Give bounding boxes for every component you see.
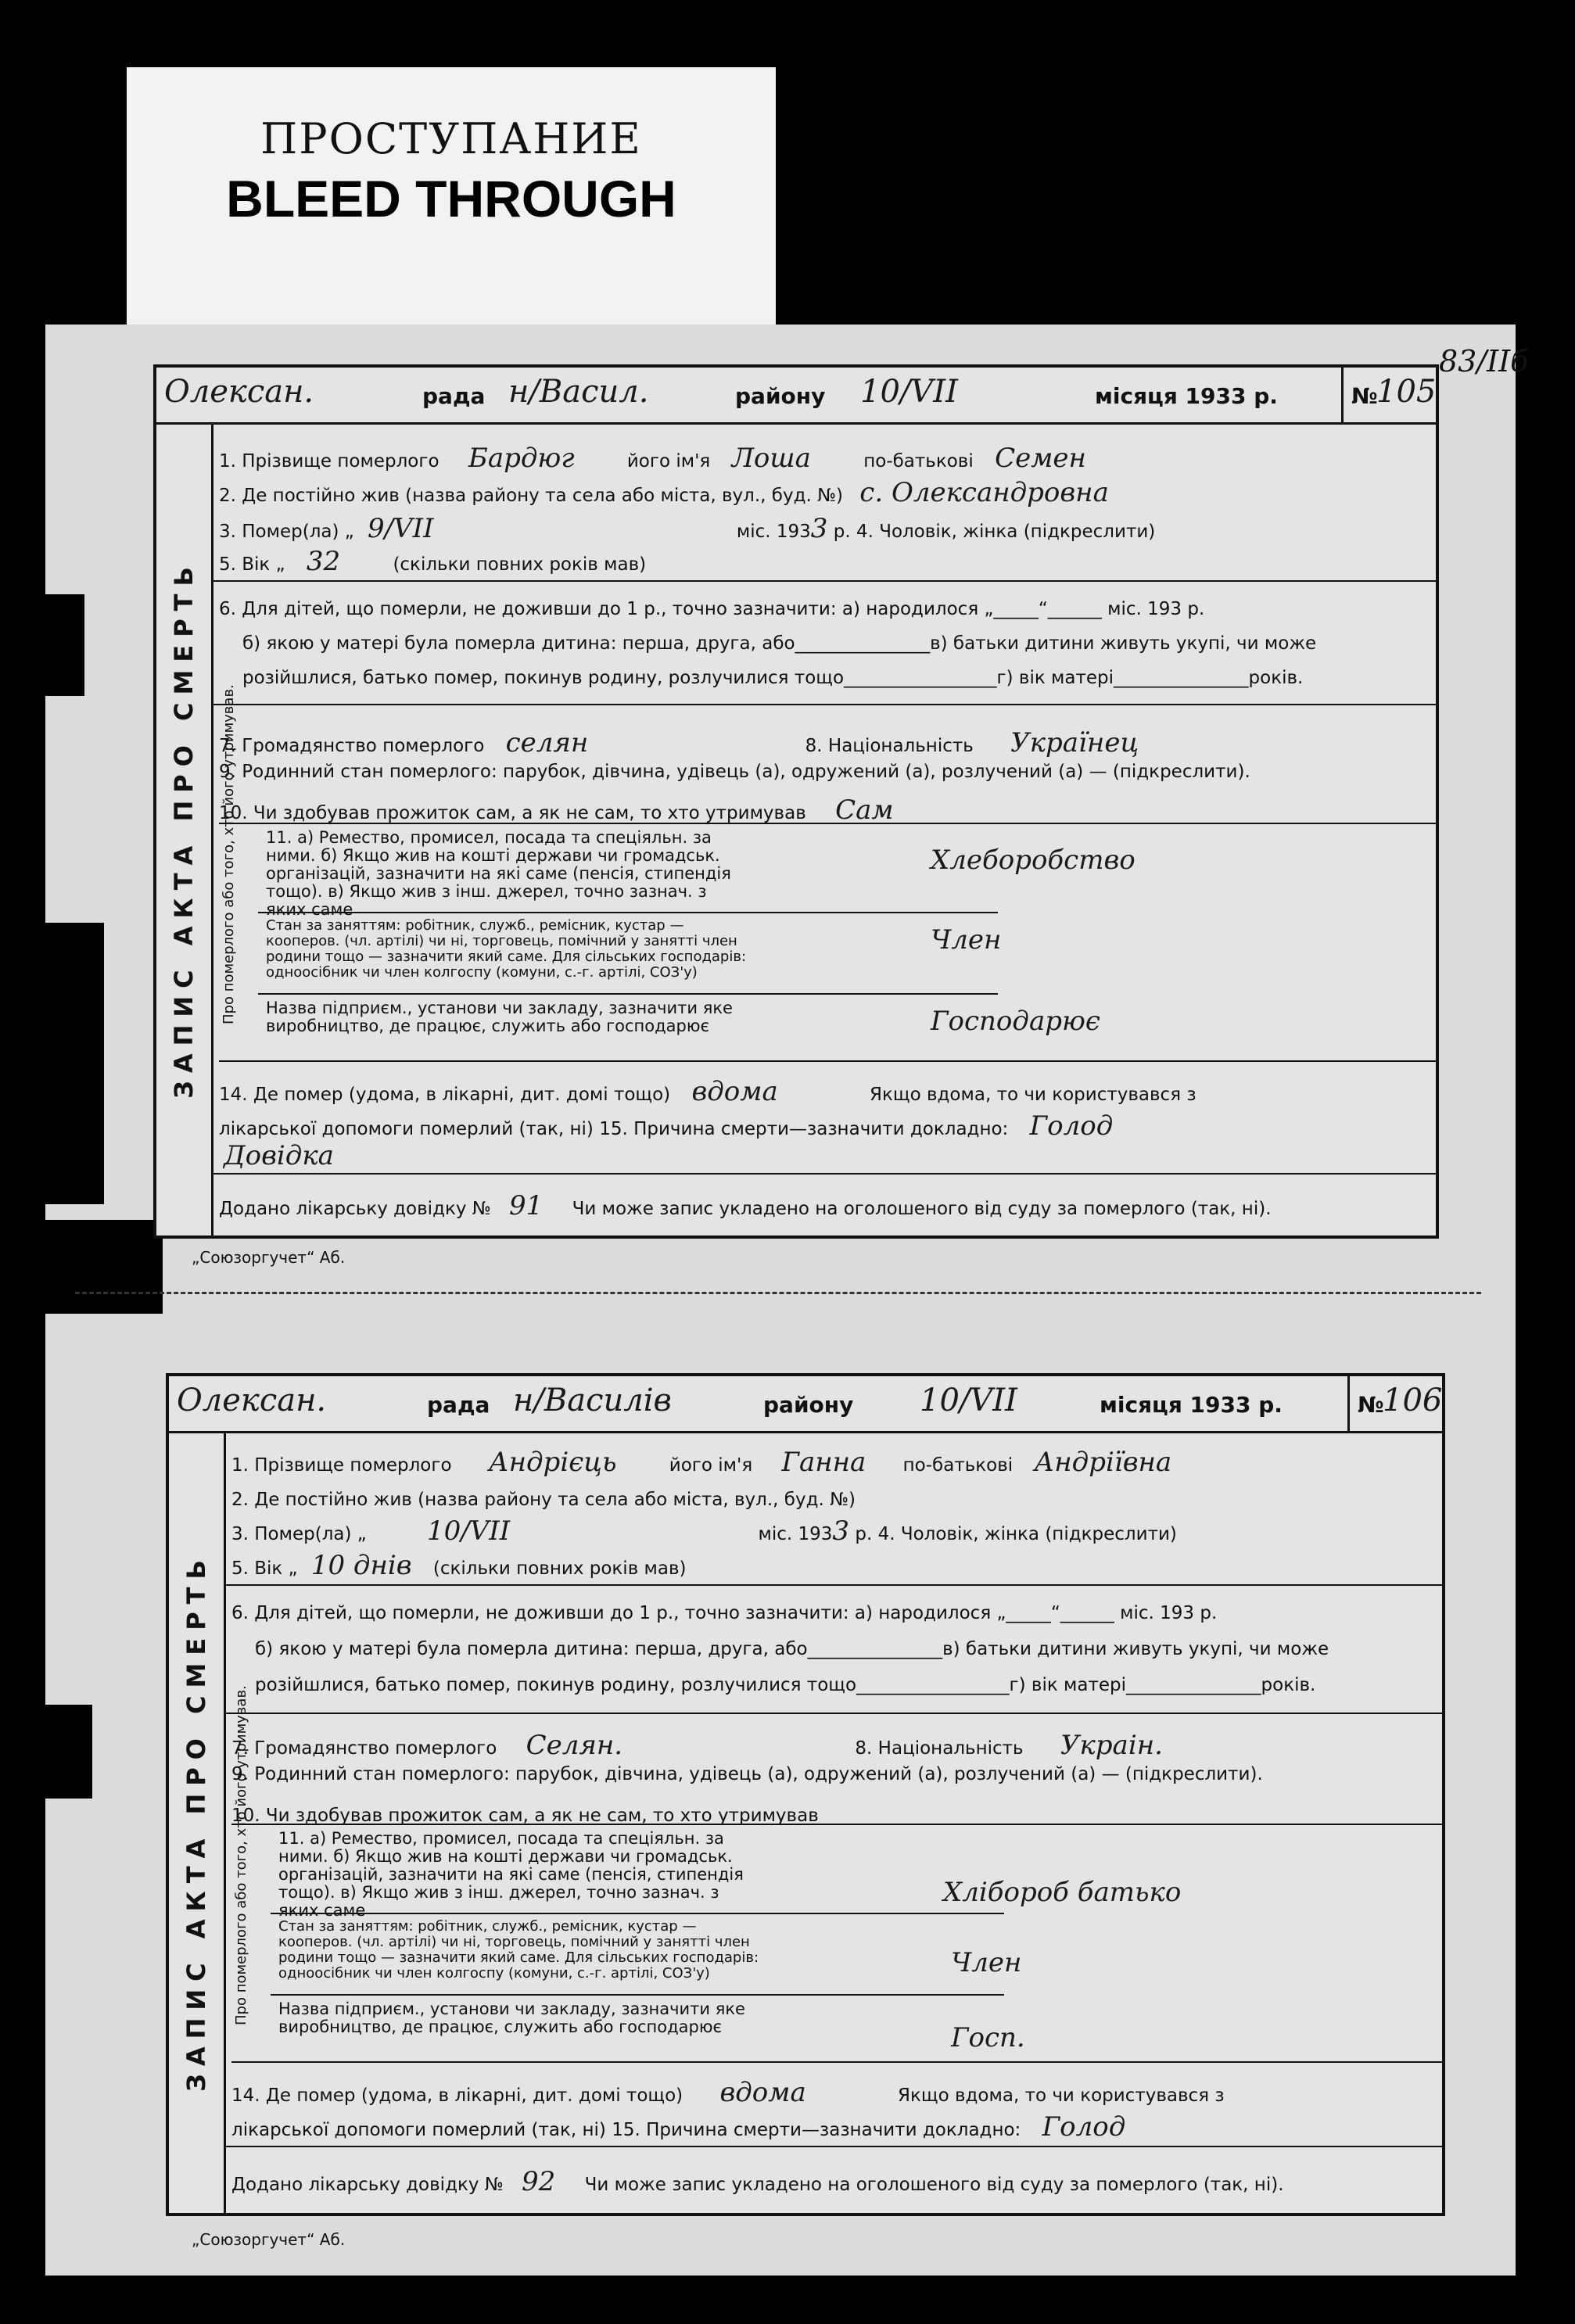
label-ru: ПРОСТУПАНИЕ [260,114,642,163]
side-title: ЗАПИС АКТА ПРО СМЕРТЬ [181,1552,211,2092]
side-title-column [156,422,213,1236]
record-number-handwritten: 106 [1383,1383,1443,1418]
cause-extra-value: Довідка [224,1140,334,1171]
tear-mark [45,594,84,696]
field-workplace: Назва підприєм., установи чи закладу, зазначити яке виробництво, де працює, служить або господарює [266,999,733,1035]
nationality-value: Украін. [1060,1730,1163,1761]
separator-line [75,1292,1481,1294]
form-header [169,1376,1442,1433]
rada-label: рада [427,1392,490,1418]
rada-label: рада [422,383,486,409]
record-number-box [1341,368,1436,422]
printer-mark-1: „Союзоргучет“ Аб. [192,1248,346,1267]
workplace-value: Господарює [931,1006,1100,1037]
margin-number: 83/ІІб [1439,344,1529,378]
field-children-a: 6. Для дітей, що померли, не доживши до 1 р., точно зазначити: а) народилося „_____“______ міс. 193 р. [231,1603,1218,1623]
death-record-form-1 [153,364,1439,1239]
place-of-death-value: вдома [719,2077,806,2108]
form-header [156,368,1436,425]
side-title-column [169,1431,226,2213]
field-surname: 1. Прізвище померлого Бардюг його ім'я Лоша по-батькові Семен [219,443,1086,474]
month-label: місяця 1933 р. [1100,1392,1283,1418]
cause-value: Голод [1029,1110,1114,1142]
field-children-a: 6. Для дітей, що померли, не доживши до 1 р., точно зазначити: а) народилося „_____“______ міс. 193 р. [219,599,1205,619]
printer-mark-2: „Союзоргучет“ Аб. [192,2230,346,2249]
citizenship-value: селян [505,727,589,759]
status-value: Член [951,1947,1022,1978]
certificate-number-value: 92 [522,2166,556,2197]
field-age: 5. Вік „ 32 (скільки повних років мав) [219,546,647,577]
death-record-form-2 [166,1373,1445,2216]
number-label: № [1358,1392,1384,1418]
surname-value: Андрієць [488,1447,617,1478]
field-residence: 2. Де постійно жив (назва району та села або міста, вул., буд. №) с. Олександровна [219,477,1109,508]
field-age: 5. Вік „ 10 днів (скільки повних років мав) [231,1550,687,1581]
field-occupation: 11. а) Ремество, промисел, посада та спеціяльн. за ними. б) Якщо жив на коштi держави чи громадськ. організацій, зазначити на які саме (пенсія, стипендія тощо). в) Якщо жив з інш. джерел, точно зазнач. з яких саме [278,1829,744,1920]
patronymic-value: Андріївна [1034,1447,1172,1478]
field-children-c: розійшлися, батько помер, покинув родину, розлучилися тощо_________________г) вік матері_______________років. [242,668,1304,688]
residence-value: с. Олександровна [859,477,1109,508]
citizenship-value: Селян. [526,1730,623,1761]
field-died: 3. Помер(ла) „ 10/VII міс. 1933 р. 4. Чоловік, жінка (підкреслити) [231,1515,1177,1547]
label-en: BLEED THROUGH [226,170,676,228]
field-certificate: Додано лікарську довідку № 92 Чи може запис укладено на оголошеного від суду за померлого (так, ні). [231,2166,1284,2197]
field-cause: лікарської допомоги померлий (так, ні) 15. Причина смерти—зазначити докладно: Голод [231,2111,1126,2143]
field-surname: 1. Прізвище померлого Андрієць його ім'я Ганна по-батькові Андріївна [231,1447,1172,1478]
age-value: 32 [306,546,341,577]
rada-handwritten: н/Василів [513,1383,672,1418]
village-handwritten: Олексан. [164,374,314,410]
support-value: Сам [835,794,894,826]
field-children-b: б) якою у матері була померла дитина: перша, друга, або_______________в) батьки дитини живуть укупі, чи може [242,633,1317,654]
field-support: 10. Чи здобував прожиток сам, а як не сам, то хто утримував [231,1806,819,1826]
workplace-value: Госп. [951,2022,1025,2053]
surname-value: Бардюг [468,443,575,474]
field-status: Стан за заняттям: робітник, служб., ремісник, кустар — кооперов. (чл. артілі) чи ні, торговець, помічний у занятті член родини тощо — зазначити який саме. Для сільських господарів: одноосібник чи член колгоспу (комуни, с.-г. артілі, СОЗ'у) [278,1918,759,1981]
field-place-of-death: 14. Де помер (удома, в лікарні, дит. домі тощо) вдома Якщо вдома, то чи користувався з [219,1076,1196,1107]
bleed-through-label [127,67,776,333]
tear-mark [45,1705,92,1799]
field-citizenship: 7. Громадянство померлого селян 8. Національність Українец [219,727,1139,759]
certificate-number-value: 91 [509,1190,544,1221]
number-label: № [1351,383,1378,409]
field-support: 10. Чи здобував прожиток сам, а як не сам, то хто утримував Сам [219,794,894,826]
field-marital: 9. Родинний стан померлого: парубок, дівчина, удівець (а), одружений (а), розлучений (а) — (підкреслити). [219,762,1250,782]
about-deceased-note: Про померлого або того, хто його утримував. [221,684,237,1024]
field-died: 3. Помер(ла) „ 9/VII міс. 1933 р. 4. Чоловік, жінка (підкреслити) [219,513,1156,544]
month-label: місяця 1933 р. [1095,383,1278,409]
occupation-value: Хлібороб батько [943,1877,1182,1908]
field-status: Стан за заняттям: робітник, служб., ремісник, кустар — кооперов. (чл. артілі) чи ні, торговець, помічний у занятті член родини тощо — зазначити який саме. Для сільських господарів: одноосібник чи член колгоспу (комуни, с.-г. артілі, СОЗ'у) [266,917,747,981]
field-citizenship: 7. Громадянство померлого Селян. 8. Національність Украін. [231,1730,1163,1761]
field-place-of-death: 14. Де помер (удома, в лікарні, дит. домі тощо) вдома Якщо вдома, то чи користувався з [231,2077,1225,2108]
date-handwritten: 10/VII [860,374,958,410]
field-certificate: Додано лікарську довідку № 91 Чи може запис укладено на оголошеного від суду за померлого (так, ні). [219,1190,1272,1221]
age-value: 10 днів [310,1550,412,1581]
field-occupation: 11. а) Ремество, промисел, посада та спеціяльн. за ними. б) Якщо жив на коштi держави чи громадськ. організацій, зазначити на які саме (пенсія, стипендія тощо). в) Якщо жив з інш. джерел, точно зазнач. з яких саме [266,828,731,919]
nationality-value: Українец [1010,727,1139,759]
field-cause: лікарської допомоги померлий (так, ні) 15. Причина смерти—зазначити докладно: Голод [219,1110,1114,1142]
village-handwritten: Олексан. [177,1383,327,1418]
status-value: Член [931,924,1002,956]
name-value: Лоша [731,443,811,474]
died-date-value: 10/VII [427,1515,511,1547]
field-workplace: Назва підприєм., установи чи закладу, зазначити яке виробництво, де працює, служить або господарює [278,1999,745,2036]
field-residence: 2. Де постійно жив (назва району та села або міста, вул., буд. №) [231,1490,856,1510]
side-title: ЗАПИС АКТА ПРО СМЕРТЬ [169,559,199,1099]
record-number-box [1347,1376,1442,1431]
date-handwritten: 10/VII [920,1383,1017,1418]
died-date-value: 9/VII [368,513,434,544]
tear-mark [45,923,104,1204]
patronymic-value: Семен [995,443,1086,474]
field-children-b: б) якою у матері була померла дитина: перша, друга, або_______________в) батьки дитини живуть укупі, чи може [255,1639,1329,1659]
rada-handwritten: н/Васил. [508,374,649,410]
name-value: Ганна [781,1447,866,1478]
record-number-handwritten: 105 [1376,374,1437,410]
about-deceased-note: Про померлого або того, хто його утримував. [233,1685,249,2025]
rayonu-label: району [763,1392,854,1418]
rayonu-label: району [735,383,826,409]
place-of-death-value: вдома [691,1076,778,1107]
field-children-c: розійшлися, батько помер, покинув родину, розлучилися тощо_________________г) вік матері_______________років. [255,1675,1316,1695]
occupation-value: Хлеборобство [931,845,1136,876]
tear-mark [45,1220,163,1314]
cause-value: Голод [1042,2111,1126,2143]
field-marital: 9. Родинний стан померлого: парубок, дівчина, удівець (а), одружений (а), розлучений (а) — (підкреслити). [231,1764,1263,1784]
